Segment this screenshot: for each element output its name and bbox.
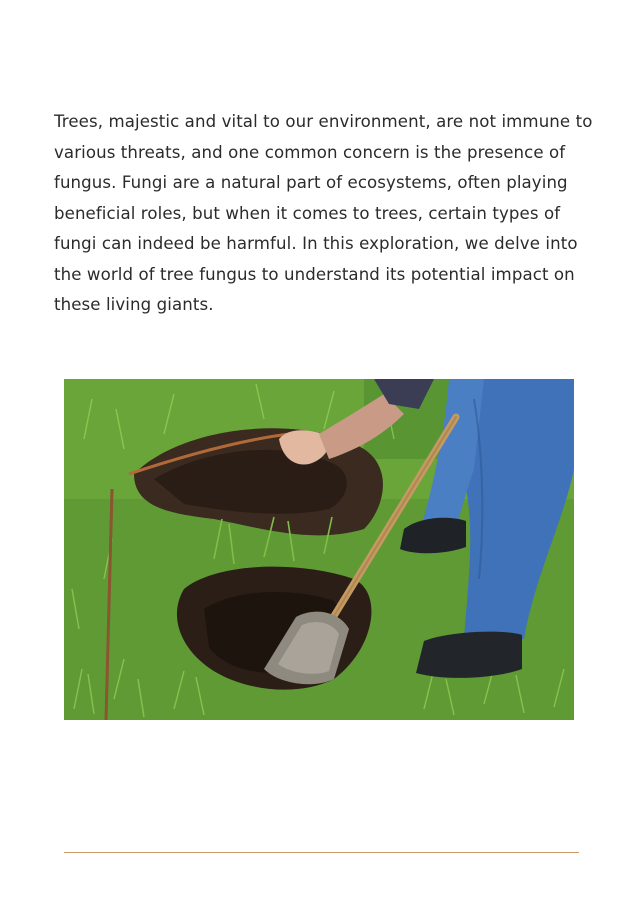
intro-paragraph: Trees, majestic and vital to our environment, are not immune to various threats, and one common concern is the presence of fungus. Fungi are a natural part of ecosystems, often playing beneficial roles, but when it comes to trees, certain types of fungi can indeed be harmful. In this exploration, we delve into the world of tree fungus to understand its potential impact on these living giants. — [54, 112, 593, 314]
footer-divider — [64, 852, 579, 853]
tree-planting-photo — [64, 379, 574, 720]
